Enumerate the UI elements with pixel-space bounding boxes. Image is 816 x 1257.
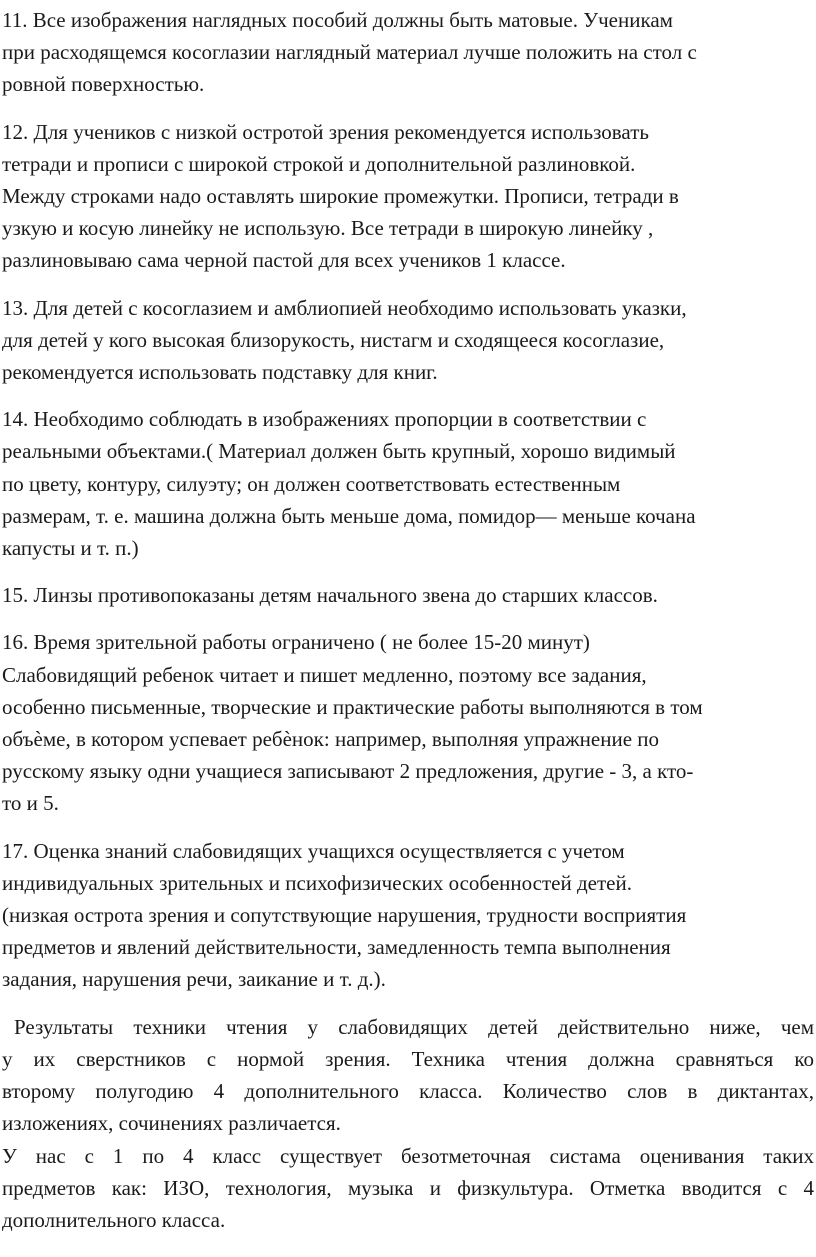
text-line: 17. Оценка знаний слабовидящих учащихся осуществляется с учетом bbox=[2, 838, 625, 863]
text-line: 12. Для учеников с низкой остротой зрения рекомендуется использовать bbox=[2, 119, 649, 144]
text-line: Слабовидящий ребенок читает и пишет медленно, поэтому все задания, bbox=[2, 662, 647, 687]
text-line: Результаты техники чтения у слабовидящих детей действительно ниже, чем bbox=[14, 1014, 814, 1039]
text-line: 16. Время зрительной работы ограничено ( не более 15-20 минут) bbox=[2, 630, 590, 655]
paragraph-13 bbox=[2, 292, 814, 389]
text-line: разлиновываю сама черной пастой для всех учеников 1 классе. bbox=[2, 248, 566, 273]
text-line: второму полугодию 4 дополнительного класса. Количество слов в диктантах, bbox=[2, 1079, 814, 1104]
text-line: по цвету, контуру, силуэту; он должен соответствовать естественным bbox=[2, 471, 621, 496]
text-line: предметов как: ИЗО, технология, музыка и физкультура. Отметка вводится с 4 bbox=[2, 1175, 814, 1200]
paragraph-15 bbox=[2, 579, 814, 611]
text-line: то и 5. bbox=[2, 791, 59, 816]
text-line: для детей у кого высокая близорукость, нистагм и сходящееся косоглазие, bbox=[2, 327, 665, 352]
text-line: ровной поверхностью. bbox=[2, 72, 205, 97]
paragraph-11 bbox=[2, 4, 814, 101]
paragraph-14 bbox=[2, 403, 814, 564]
text-line: русскому языку одни учащиеся записывают 2 предложения, другие - 3, а кто- bbox=[2, 759, 694, 784]
text-line: объѐме, в котором успевает ребѐнок: например, выполняя упражнение по bbox=[2, 727, 660, 752]
text-line: Между строками надо оставлять широкие промежутки. Прописи, тетради в bbox=[2, 184, 679, 209]
text-line: размерам, т. е. машина должна быть меньше дома, помидор— меньше кочана bbox=[2, 503, 696, 528]
text-line: узкую и косую линейку не использую. Все тетради в широкую линейку , bbox=[2, 216, 654, 241]
text-line: капусты и т. п.) bbox=[2, 536, 139, 561]
text-line: задания, нарушения речи, заикание и т. д.). bbox=[2, 967, 386, 992]
paragraph-16 bbox=[2, 626, 814, 819]
text-line: 15. Линзы противопоказаны детям начального звена до старших классов. bbox=[2, 583, 658, 608]
text-line: 11. Все изображения наглядных пособий должны быть матовые. Ученикам bbox=[2, 8, 673, 32]
text-line: при расходящемся косоглазии наглядный материал лучше положить на стол с bbox=[2, 40, 697, 65]
text-line: рекомендуется использовать подставку для книг. bbox=[2, 360, 438, 385]
text-line: предметов и явлений действительности, замедленность темпа выполнения bbox=[2, 935, 671, 960]
text-line: индивидуальных зрительных и психофизических особенностей детей. bbox=[2, 870, 632, 895]
text-line: дополнительного класса. bbox=[2, 1207, 226, 1232]
text-line: У нас с 1 по 4 класс существует безотметочная систама оценивания таких bbox=[2, 1143, 814, 1168]
paragraph-grading-system bbox=[2, 1140, 814, 1237]
paragraph-reading-results bbox=[2, 1011, 814, 1140]
text-line: тетради и прописи с широкой строкой и дополнительной разлиновкой. bbox=[2, 151, 636, 176]
text-line: у их сверстников с нормой зрения. Техника чтения должна сравняться ко bbox=[2, 1046, 814, 1071]
text-line: изложениях, сочинениях различается. bbox=[2, 1111, 341, 1136]
paragraph-12 bbox=[2, 116, 814, 277]
text-line: 14. Необходимо соблюдать в изображениях пропорции в соответствии с bbox=[2, 407, 647, 432]
paragraph-17 bbox=[2, 835, 814, 996]
text-line: реальными объектами.( Материал должен быть крупный, хорошо видимый bbox=[2, 439, 676, 464]
text-line: особенно письменные, творческие и практические работы выполняются в том bbox=[2, 694, 703, 719]
text-line: 13. Для детей с косоглазием и амблиопией необходимо использовать указки, bbox=[2, 295, 687, 320]
text-line: (низкая острота зрения и сопутствующие нарушения, трудности восприятия bbox=[2, 903, 687, 928]
